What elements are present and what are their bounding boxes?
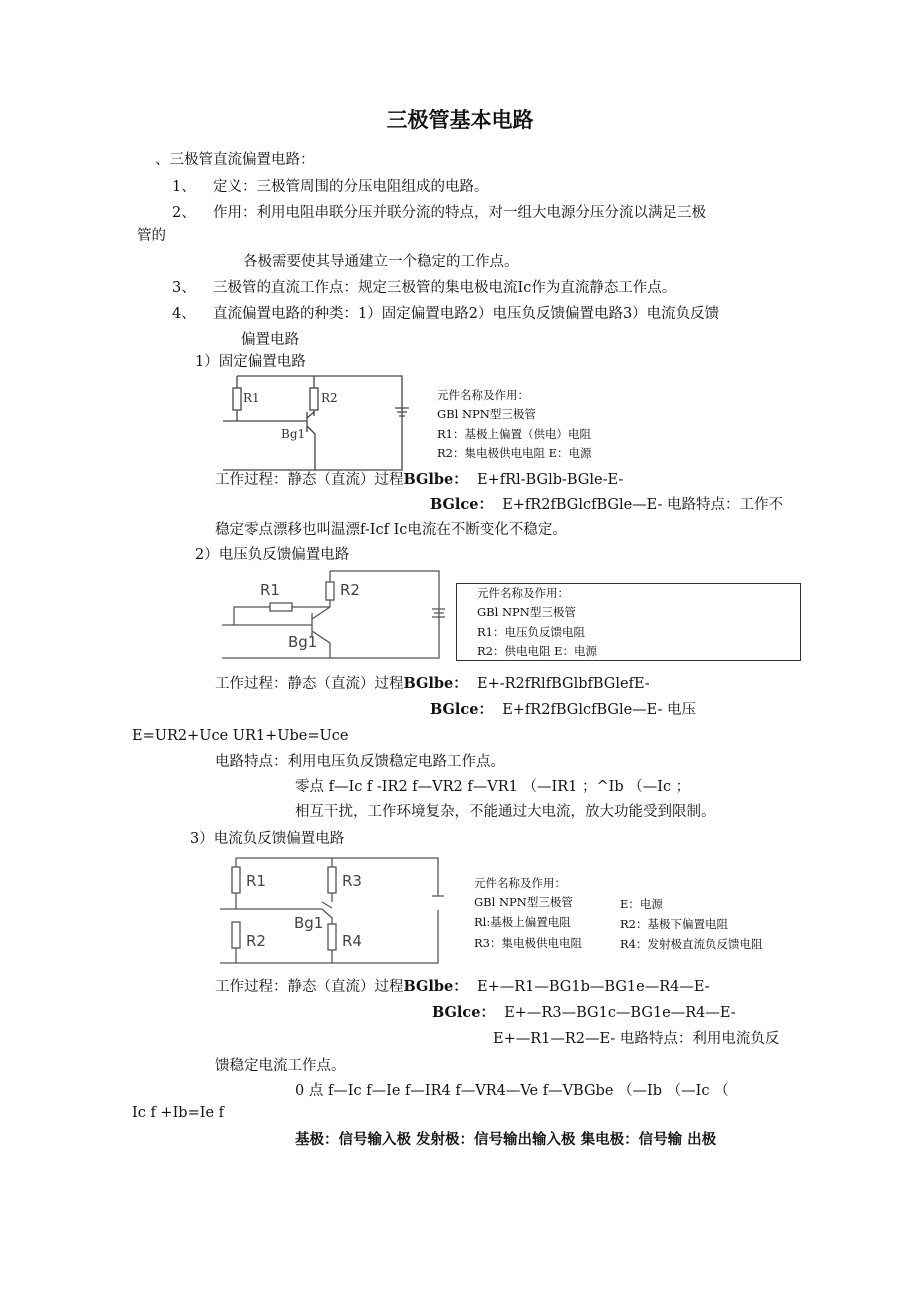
item-text: 定义：三极管周围的分压电阻组成的电路。 xyxy=(213,179,489,195)
ce-label: BGlce： xyxy=(430,701,493,718)
legend-line: 元件名称及作用： xyxy=(437,388,529,402)
circuit2-feature: 电路特点：利用电压负反馈稳定电路工作点。 xyxy=(215,754,505,770)
legend-line: GBl NPN型三极管 xyxy=(477,605,576,619)
be-path: E+-R2fRlfBGlbfBGlefE- xyxy=(477,676,650,692)
item-number: 1、 xyxy=(172,179,196,195)
legend-line: GBl NPN型三极管 xyxy=(437,407,536,421)
voltage-feedback-circuit-diagram xyxy=(220,565,445,663)
item-text: 直流偏置电路的种类：1）固定偏置电路2）电压负反馈偏置电路3）电流负反馈 xyxy=(213,306,720,322)
electrode-summary: 基极：信号输入极 发射极：信号输出输入极 集电极：信号输 出极 xyxy=(295,1131,717,1148)
be-path: E+fRl-BGlb-BGle-E- xyxy=(477,472,624,488)
r2-label: R2 xyxy=(321,391,338,405)
r1-label: R1 xyxy=(260,581,280,599)
ce-path: E+—R3—BG1c—BG1e—R4—E- xyxy=(504,1005,736,1021)
section-heading: 、三极管直流偏置电路： xyxy=(155,152,315,168)
legend-line: Rl:基极上偏置电阻 xyxy=(474,915,571,929)
item-number: 3、 xyxy=(172,280,196,296)
legend-line: R1：基极上偏置（供电）电阻 xyxy=(437,427,591,441)
legend-line: R4：发射极直流负反馈电阻 xyxy=(620,937,763,951)
item-number: 2、 xyxy=(172,205,196,221)
item-number: 4、 xyxy=(172,306,196,322)
be-label: BGlbe： xyxy=(403,471,468,488)
legend-line: R2：供电电阻 E：电源 xyxy=(477,644,598,658)
item-text-cont: 各极需要使其导通建立一个稳定的工作点。 xyxy=(243,254,519,270)
ce-label: BGlce： xyxy=(432,1004,495,1021)
transistor-label: Bg1 xyxy=(288,633,318,651)
circuit3-feature: 馈稳定电流工作点。 xyxy=(215,1058,346,1074)
ce-path: E+fR2fBGlcfBGle—E- 电路特点：工作不 xyxy=(502,497,784,513)
process-label: 工作过程：静态（直流）过程 xyxy=(215,472,404,488)
item-text-cont: 管的 xyxy=(137,228,166,244)
page-title: 三极管基本电路 xyxy=(386,108,534,132)
r2-label: R2 xyxy=(246,932,266,950)
fixed-bias-circuit-diagram xyxy=(215,370,415,480)
circuit3-chain: 0 点 f—Ic f—Ie f—IR4 f—VR4—Ve f—VBGbe （—Ib （—Ic （ xyxy=(295,1083,729,1099)
process-label: 工作过程：静态（直流）过程 xyxy=(215,676,404,692)
item-text: 作用：利用电阻串联分压并联分流的特点，对一组大电源分压分流以满足三极 xyxy=(213,205,706,221)
component-legend-box xyxy=(456,583,801,661)
legend-line: R2：基极下偏置电阻 xyxy=(620,917,728,931)
be-path: E+—R1—BG1b—BG1e—R4—E- xyxy=(477,979,710,995)
circuit3-heading: 3）电流负反馈偏置电路 xyxy=(190,831,345,847)
legend-line: E：电源 xyxy=(620,897,663,911)
circuit2-chain: 零点 f—Ic f -IR2 f—VR2 f—VR1 （—IR1 ；^Ib （—Ic ； xyxy=(295,779,691,795)
legend-line: R1：电压负反馈电阻 xyxy=(477,625,585,639)
be-label: BGlbe： xyxy=(403,675,468,692)
legend-line: R3：集电极供电电阻 xyxy=(474,936,582,950)
circuit2-heading: 2）电压负反馈偏置电路 xyxy=(195,547,350,563)
circuit2-note: 相互干扰，工作环境复杂，不能通过大电流，放大功能受到限制。 xyxy=(295,804,716,820)
r2-label: R2 xyxy=(340,581,360,599)
circuit3-chain-cont: Ic f +Ib=Ie f xyxy=(132,1105,225,1121)
legend-line: R2：集电极供电电阻 E：电源 xyxy=(437,446,592,460)
circuit1-heading: 1）固定偏置电路 xyxy=(195,354,306,370)
transistor-label: Bg1 xyxy=(281,427,306,441)
item-text-cont: 偏置电路 xyxy=(241,332,299,348)
ce-path: E+fR2fBGlcfBGle—E- 电压 xyxy=(502,702,697,718)
current-feedback-circuit-diagram xyxy=(218,852,448,970)
be-label: BGlbe： xyxy=(403,978,468,995)
r1-label: R1 xyxy=(243,391,260,405)
r1-label: R1 xyxy=(246,872,266,890)
r4-label: R4 xyxy=(342,932,362,950)
transistor-label: Bg1 xyxy=(294,914,324,932)
circuit1-note: 稳定零点漂移也叫温漂f-Icf Ic电流在不断变化不稳定。 xyxy=(215,522,567,538)
bias-path: E+—R1—R2—E- 电路特点：利用电流负反 xyxy=(493,1031,780,1047)
legend-line: 元件名称及作用： xyxy=(477,586,569,600)
item-text: 三极管的直流工作点：规定三极管的集电极电流Ic作为直流静态工作点。 xyxy=(213,280,677,296)
process-label: 工作过程：静态（直流）过程 xyxy=(215,979,404,995)
r3-label: R3 xyxy=(342,872,362,890)
voltage-formula: E=UR2+Uce UR1+Ube=Uce xyxy=(132,728,349,744)
legend-line: GBl NPN型三极管 xyxy=(474,895,573,909)
legend-line: 元件名称及作用： xyxy=(474,876,566,890)
ce-label: BGlce： xyxy=(430,496,493,513)
